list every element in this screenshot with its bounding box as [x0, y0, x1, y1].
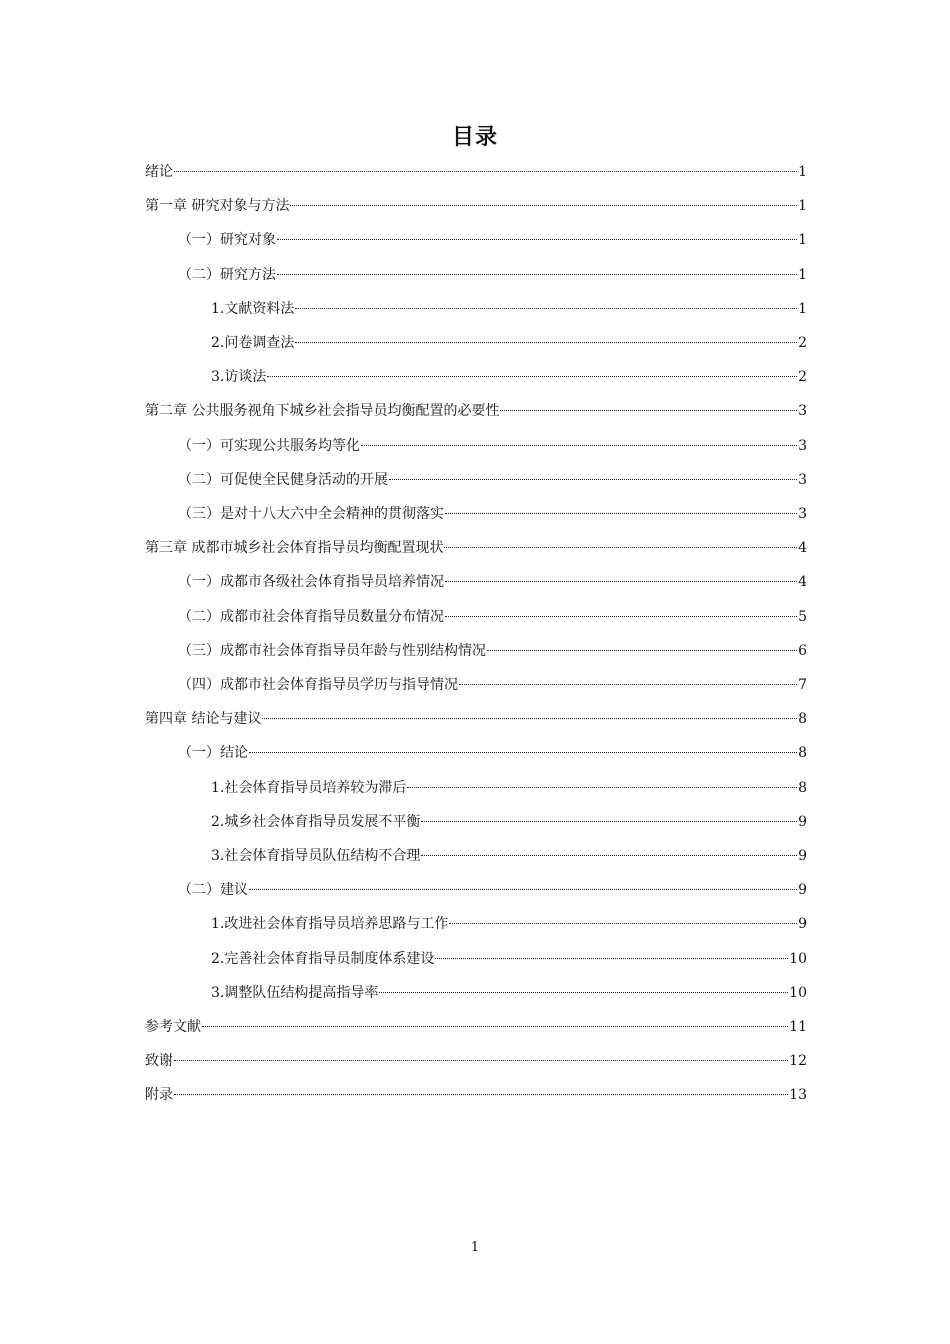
toc-entry[interactable] [145, 1014, 807, 1040]
toc-entry[interactable] [178, 877, 807, 903]
toc-entry[interactable] [145, 1048, 807, 1074]
toc-entry[interactable] [145, 159, 807, 185]
toc-entry-page: 4 [798, 540, 807, 557]
toc-entry[interactable] [178, 467, 807, 493]
toc-entry-page: 2 [798, 369, 807, 386]
page-number: 1 [470, 1240, 480, 1255]
toc-entry-title: （一）成都市各级社会体育指导员培养情况 [178, 574, 444, 591]
toc-dot-leader [487, 650, 797, 651]
toc-entry-title: （三）是对十八大六中全会精神的贯彻落实 [178, 506, 444, 522]
toc-entry[interactable] [145, 706, 807, 732]
toc-title: 目录 [451, 125, 498, 150]
toc-entry[interactable] [178, 227, 807, 253]
toc-entry-title: 1.文献资料法 [211, 300, 295, 317]
toc-entry-title: 1.改进社会体育指导员培养思路与工作 [211, 916, 449, 933]
toc-entry-page: 2 [798, 335, 807, 351]
toc-entry-title: （二）研究方法 [178, 266, 276, 283]
toc-dot-leader [202, 1026, 788, 1027]
toc-entry-title: （二）建议 [178, 882, 248, 899]
toc-dot-leader [262, 718, 797, 719]
toc-entry-page: 3 [798, 471, 807, 488]
toc-entry[interactable] [211, 980, 807, 1006]
toc-dot-leader [174, 1094, 788, 1095]
toc-entry[interactable] [211, 296, 807, 322]
toc-entry[interactable] [178, 740, 807, 766]
toc-entry-page: 10 [789, 984, 807, 1001]
toc-entry-page: 7 [798, 677, 807, 693]
toc-entry[interactable] [211, 946, 807, 972]
toc-entry-title: 1.社会体育指导员培养较为滞后 [211, 779, 407, 796]
toc-entry-title: （一）可实现公共服务均等化 [178, 437, 360, 454]
toc-entry-title: 第三章 成都市城乡社会体育指导员均衡配置现状 [145, 540, 444, 557]
toc-entry-title: （二）成都市社会体育指导员数量分布情况 [178, 608, 444, 625]
toc-entry[interactable] [211, 775, 807, 801]
toc-dot-leader [445, 513, 797, 514]
toc-entry[interactable] [211, 330, 807, 356]
toc-entry-title: 附录 [145, 1087, 173, 1104]
toc-entry-title: 2.完善社会体育指导员制度体系建设 [211, 950, 435, 967]
toc-dot-leader [174, 1060, 788, 1061]
toc-dot-leader [277, 239, 797, 240]
toc-entry[interactable] [145, 535, 807, 561]
toc-entry-title: （二）可促使全民健身活动的开展 [178, 471, 388, 488]
toc-dot-leader [389, 479, 797, 480]
toc-dot-leader [444, 547, 797, 548]
toc-dot-leader [174, 171, 797, 172]
toc-entry[interactable] [145, 193, 807, 219]
toc-entry-page: 11 [789, 1019, 807, 1035]
toc-entry-page: 3 [798, 437, 807, 454]
toc-entry-page: 10 [789, 950, 807, 967]
toc-entry-page: 8 [798, 711, 807, 728]
toc-entry-page: 4 [798, 574, 807, 591]
toc-dot-leader [277, 274, 797, 275]
toc-entry-title: 第二章 公共服务视角下城乡社会指导员均衡配置的必要性 [145, 403, 500, 420]
toc-entry-title: 2.城乡社会体育指导员发展不平衡 [211, 813, 421, 830]
toc-entry[interactable] [178, 501, 807, 527]
toc-dot-leader [407, 787, 797, 788]
toc-entry-title: 第一章 研究对象与方法 [145, 198, 290, 215]
toc-entry-page: 3 [798, 506, 807, 522]
toc-dot-leader [379, 992, 788, 993]
toc-dot-leader [445, 581, 797, 582]
toc-dot-leader [435, 958, 788, 959]
toc-dot-leader [361, 445, 797, 446]
toc-entry[interactable] [211, 843, 807, 869]
toc-entry[interactable] [178, 433, 807, 459]
toc-entry-page: 8 [798, 745, 807, 762]
toc-dot-leader [249, 752, 797, 753]
toc-entry-page: 1 [798, 266, 807, 283]
toc-entry[interactable] [211, 809, 807, 835]
toc-entry-page: 9 [798, 916, 807, 933]
toc-dot-leader [249, 889, 797, 890]
toc-dot-leader [421, 821, 797, 822]
toc-entry-title: （三）成都市社会体育指导员年龄与性别结构情况 [178, 642, 486, 659]
toc-entry[interactable] [178, 638, 807, 664]
toc-entry-page: 9 [798, 813, 807, 830]
toc-entry[interactable] [178, 262, 807, 288]
toc-entry-page: 12 [789, 1053, 807, 1070]
toc-entry-page: 5 [798, 608, 807, 625]
toc-dot-leader [295, 342, 797, 343]
toc-entry[interactable] [145, 398, 807, 424]
toc-dot-leader [290, 205, 797, 206]
toc-entry[interactable] [178, 604, 807, 630]
toc-entry-title: 2.问卷调查法 [211, 335, 295, 351]
toc-entry-page: 1 [798, 164, 807, 180]
toc-entry-page: 6 [798, 642, 807, 659]
toc-entry-title: （一）研究对象 [178, 232, 276, 249]
toc-entry-title: 3.社会体育指导员队伍结构不合理 [211, 848, 421, 864]
toc-entry-page: 9 [798, 882, 807, 899]
toc-entry-page: 9 [798, 848, 807, 864]
toc-entry-title: 3.调整队伍结构提高指导率 [211, 984, 379, 1001]
toc-entry[interactable] [211, 911, 807, 937]
toc-entry-title: 绪论 [145, 164, 173, 180]
toc-dot-leader [449, 923, 797, 924]
toc-dot-leader [500, 410, 797, 411]
toc-entry-title: 第四章 结论与建议 [145, 711, 262, 728]
toc-dot-leader [295, 308, 797, 309]
toc-dot-leader [267, 376, 797, 377]
toc-entry[interactable] [178, 569, 807, 595]
toc-entry-page: 1 [798, 300, 807, 317]
toc-dot-leader [459, 684, 797, 685]
toc-entry-title: 参考文献 [145, 1019, 201, 1035]
toc-entry-page: 1 [798, 232, 807, 249]
toc-dot-leader [421, 855, 797, 856]
toc-entry-page: 13 [789, 1087, 807, 1104]
toc-entry-title: （四）成都市社会体育指导员学历与指导情况 [178, 677, 458, 693]
toc-dot-leader [445, 616, 797, 617]
toc-entry-title: （一）结论 [178, 745, 248, 762]
toc-entry[interactable] [145, 1082, 807, 1108]
toc-entry[interactable] [178, 672, 807, 698]
toc-entry-title: 3.访谈法 [211, 369, 267, 386]
toc-entry-page: 1 [798, 198, 807, 215]
toc-entry[interactable] [211, 364, 807, 390]
toc-entry-page: 3 [798, 403, 807, 420]
toc-entry-title: 致谢 [145, 1053, 173, 1070]
toc-entry-page: 8 [798, 779, 807, 796]
